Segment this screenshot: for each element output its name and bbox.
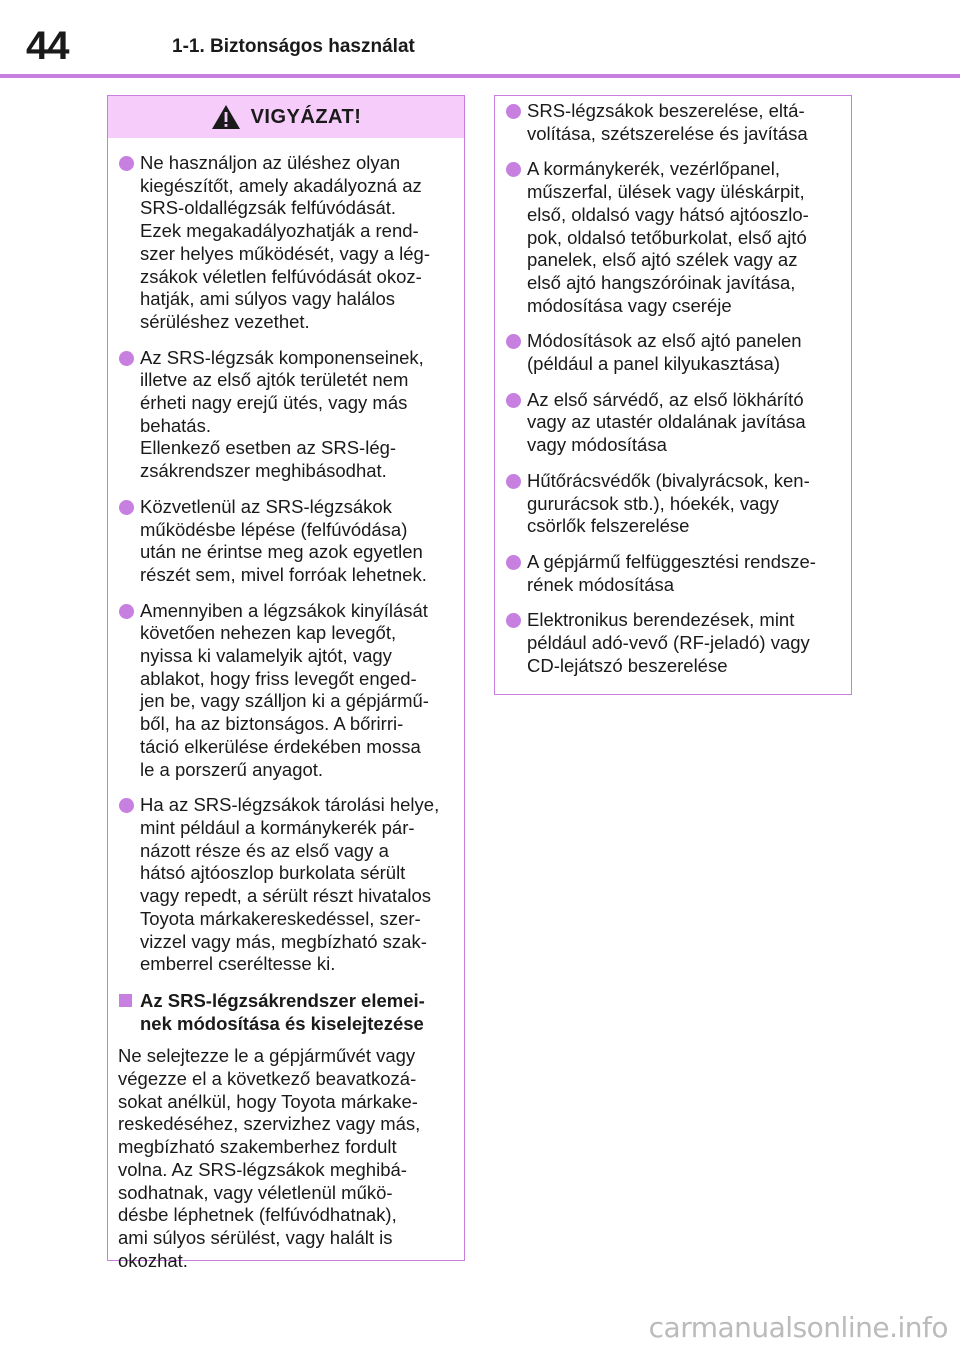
warning-item-text: Ha az SRS-légzsákok tárolási helye, mint például a kormánykerék pár- názott része és az első vagy a hátsó ajtóoszlop burkolata sérült vagy repedt, a sérült részt hivatalos Toyota márkakereskedéssel, szer- vizzel vagy más, megbízható szak- emberrel cseréltesse ki. [140,794,440,975]
list-item [505,158,839,317]
subheading-text: Az SRS-légzsákrendszer elemei- nek módosítása és kiselejtezése [140,989,425,1034]
list-item [505,609,839,677]
warning-box-continued [494,95,852,695]
bullet-icon [119,351,134,366]
warning-item [118,347,452,483]
bullet-icon [119,798,134,813]
list-item-text: Az első sárvédő, az első lökhárító vagy az utastér oldalának javítása vagy módosítása [527,388,806,456]
warning-box [107,95,465,1271]
watermark: carmanualsonline.info [648,1311,948,1344]
warning-item [118,600,452,782]
warning-item-text: Közvetlenül az SRS-légzsákok működésbe lépése (felfúvódása) után ne érintse meg azok egyetlen részét sem, mivel forróak lehetnek. [140,495,427,585]
bullet-icon [506,555,521,570]
bullet-icon [506,393,521,408]
list-item-text: A gépjármű felfüggesztési rendsze- rének módosítása [527,550,816,595]
bullet-icon [119,500,134,515]
list-item [505,551,839,596]
list-item [505,100,839,145]
warning-item-text: Az SRS-légzsák komponenseinek, illetve az első ajtók területét nem érheti nagy erejű ütés, vagy más behatás. Ellenkező esetben az SRS-lég- zsákrendszer meghibásodhat. [140,346,424,482]
warning-triangle-icon [211,104,241,130]
warning-header [108,96,464,138]
list-item [505,330,839,375]
bullet-icon [119,604,134,619]
header-rule [0,74,960,78]
list-item [505,470,839,538]
list-item-text: Elektronikus berendezések, mint például adó-vevő (RF-jeladó) vagy CD-lejátszó beszerelése [527,609,810,676]
list-item-text: SRS-légzsákok beszerelése, eltá- volítása, szétszerelése és javítása [527,100,808,144]
bullet-icon [506,474,521,489]
list-item [505,389,839,457]
subheading [118,990,452,1035]
warning-title: VIGYÁZAT! [250,105,362,128]
list-item-text: Hűtőrácsvédők (bivalyrácsok, ken- gururácsok stb.), hóekék, vagy csörlők felszerelése [527,469,810,537]
page-number: 44 [26,24,69,68]
list-item-text: A kormánykerék, vezérlőpanel, műszerfal, ülések vagy üléskárpit, első, oldalsó vagy hátsó ajtóoszlo- pok, oldalsó tetőburkolat, első ajtó panelek, első ajtó szélek vagy az első ajtó hangszóróinak javítása, módosítása vagy cseréje [527,158,809,316]
warning-item [118,794,452,976]
bullet-icon [119,156,134,171]
bullet-icon [506,334,521,349]
warning-item-text: Ne használjon az üléshez olyan kiegészítőt, amely akadályozná az SRS-oldallégzsák felfúvódását. Ezek megakadályozhatják a rend- szer helyes működését, vagy a lég- zsákok véletlen felfúvódását okoz- hatják, ami súlyos vagy halálos sérüléshez vezethet. [140,152,430,332]
warning-item-text: Amennyiben a légzsákok kinyílását követően nehezen kap levegőt, nyissa ki valamelyik ajtót, vagy ablakot, hogy friss levegőt enged- jen be, vagy szálljon ki a gépjármű- ből, ha az biztonságos. A bőrirri- táció elkerülése érdekében mossa le a porszerű anyagot. [140,599,429,780]
right-items [495,96,851,677]
section-title: 1-1. Biztonságos használat [172,36,415,57]
warning-paragraph: Ne selejtezze le a gépjárművét vagy végezze el a következő beavatkozá- sokat anélkül, hogy Toyota márkake- reskedéséhez, szervizhez vagy más, megbízható szakemberhez fordult volna. Az SRS-légzsákok meghibá- sodhatnak, vagy véletlenül műkö- désbe léphetnek (felfúvódhatnak), ami súlyos sérülést, vagy halált is okozhat. [118,1045,421,1271]
bullet-icon [506,162,521,177]
warning-item [118,496,452,587]
list-item-text: Módosítások az első ajtó panelen (például a panel kilyukasztása) [527,330,802,375]
warning-items [108,152,464,1272]
bullet-icon [506,104,521,119]
warning-item [118,152,452,334]
bullet-icon [506,613,521,628]
square-bullet-icon [119,994,132,1007]
